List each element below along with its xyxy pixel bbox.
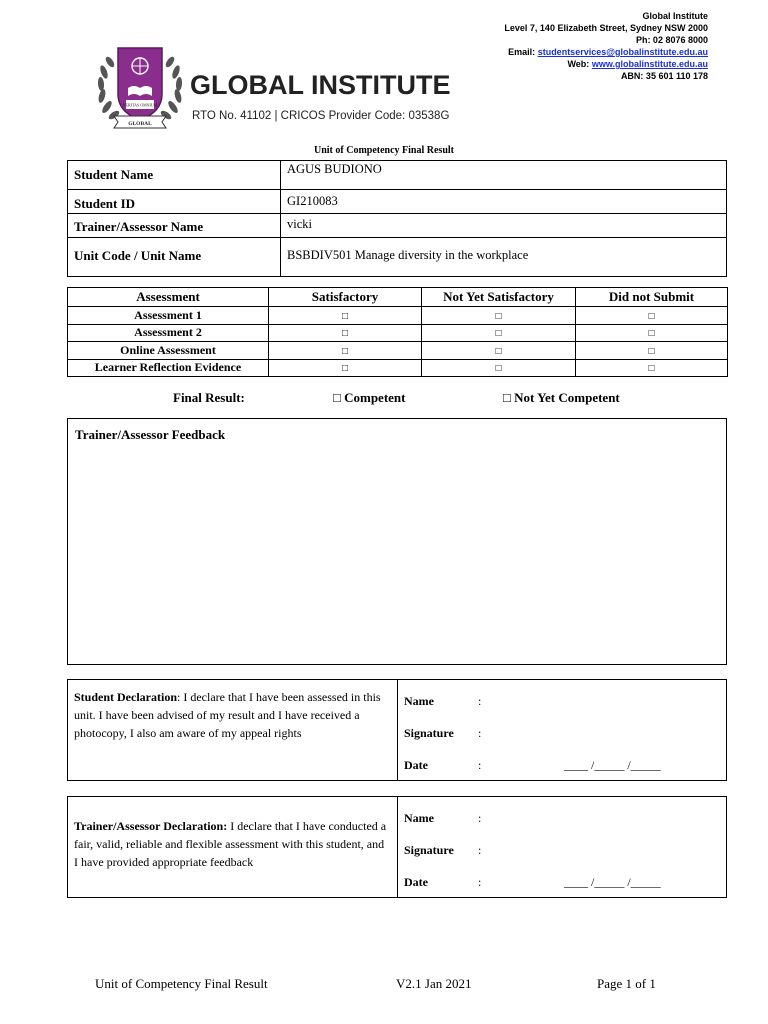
assessment-table [67, 287, 728, 377]
table-row [68, 307, 728, 325]
institute-crest-logo [92, 42, 188, 130]
final-result-label: Final Result: [173, 390, 245, 405]
col-header: Did not Submit [576, 288, 728, 307]
col-header: Satisfactory [269, 288, 422, 307]
assessment-name: Online Assessment [68, 342, 269, 360]
student-info-table [67, 160, 727, 277]
date-label: Date [404, 758, 428, 772]
org-abn: ABN: 35 601 110 178 [620, 71, 708, 81]
feedback-box[interactable] [67, 418, 727, 665]
svg-text:VERITAS OMNIUM: VERITAS OMNIUM [122, 102, 158, 108]
col-header: Assessment [68, 288, 269, 307]
name-field[interactable]: : [478, 694, 482, 708]
info-row [68, 161, 727, 190]
trainer-name-value: vicki [281, 214, 727, 238]
assessment-header-row [68, 288, 728, 307]
assessment-name: Assessment 2 [68, 324, 269, 342]
satisfactory-checkbox[interactable]: □ [269, 324, 422, 342]
feedback-title: Trainer/Assessor Feedback [75, 427, 226, 442]
footer-version: V2.1 Jan 2021 [396, 976, 472, 991]
signature-label: Signature [404, 726, 454, 740]
signature-field[interactable]: : [478, 843, 482, 857]
satisfactory-checkbox[interactable]: □ [269, 307, 422, 325]
rto-line: RTO No. 41102 | CRICOS Provider Code: 03538G [192, 110, 450, 122]
not-yet-satisfactory-checkbox[interactable]: □ [422, 342, 576, 360]
org-phone: Ph: 02 8076 8000 [635, 35, 708, 45]
trainer-declaration-text: Trainer/Assessor Declaration: I declare that I have conducted a fair, valid, reliable and flexible assessment with this student, and I have provided appropriate feedback [74, 819, 387, 869]
info-row [68, 238, 727, 277]
col-header: Not Yet Satisfactory [422, 288, 576, 307]
footer-title: Unit of Competency Final Result [95, 976, 268, 991]
student-declaration-text: Student Declaration: I declare that I have been assessed in this unit. I have been advised of my result and I have received a photocopy, I also am aware of my appeal rights [74, 690, 381, 740]
date-field[interactable]: ____ /_____ /_____ [564, 875, 661, 889]
document-title: Unit of Competency Final Result [314, 145, 454, 156]
signature-label: Signature [404, 843, 454, 857]
info-label: Student Name [68, 161, 281, 190]
date-field[interactable]: ____ /_____ /_____ [564, 758, 661, 772]
did-not-submit-checkbox[interactable]: □ [576, 307, 728, 325]
info-row [68, 214, 727, 238]
signature-field[interactable]: : [478, 726, 482, 740]
name-label: Name [404, 811, 434, 825]
org-address: Level 7, 140 Elizabeth Street, Sydney NSW 2000 [504, 23, 708, 33]
not-yet-competent-option[interactable]: □ Not Yet Competent [503, 390, 620, 405]
student-name-value: AGUS BUDIONO [281, 161, 727, 190]
info-row [68, 190, 727, 214]
date-label: Date [404, 875, 428, 889]
info-label: Trainer/Assessor Name [68, 214, 281, 238]
name-field[interactable]: : [478, 811, 482, 825]
table-row [68, 342, 728, 360]
did-not-submit-checkbox[interactable]: □ [576, 324, 728, 342]
not-yet-satisfactory-checkbox[interactable]: □ [422, 359, 576, 377]
trainer-declaration-title: Trainer/Assessor Declaration: [74, 819, 228, 833]
assessment-name: Assessment 1 [68, 307, 269, 325]
web-link[interactable]: www.globalinstitute.edu.au [591, 59, 708, 69]
info-label: Student ID [68, 190, 281, 214]
competent-option[interactable]: □ Competent [333, 390, 406, 405]
name-label: Name [404, 694, 434, 708]
brand-name: GLOBAL INSTITUTE [190, 70, 451, 100]
not-yet-satisfactory-checkbox[interactable]: □ [422, 307, 576, 325]
table-row [68, 359, 728, 377]
footer-page: Page 1 of 1 [597, 976, 656, 991]
web-label: Web: [567, 59, 590, 69]
did-not-submit-checkbox[interactable]: □ [576, 342, 728, 360]
student-declaration-box: Student Declaration: I declare that I have been assessed in this unit. I have been advised of my result and I have received a photocopy, I also am aware of my appeal rights Name : Signature : Date : ____ /_____ /_____ [67, 679, 727, 781]
org-name: Global Institute [642, 11, 708, 21]
email-label: Email: [508, 47, 536, 57]
assessment-name: Learner Reflection Evidence [68, 359, 269, 377]
student-id-value: GI210083 [281, 190, 727, 214]
email-link[interactable]: studentservices@globalinstitute.edu.au [537, 47, 708, 57]
trainer-declaration-box: Trainer/Assessor Declaration: I declare that I have conducted a fair, valid, reliable and flexible assessment with this student, and I have provided appropriate feedback Name : Signature : Date : ____ /_____ /_____ [67, 796, 727, 898]
info-label: Unit Code / Unit Name [68, 238, 281, 277]
satisfactory-checkbox[interactable]: □ [269, 359, 422, 377]
did-not-submit-checkbox[interactable]: □ [576, 359, 728, 377]
contact-block [504, 10, 708, 82]
satisfactory-checkbox[interactable]: □ [269, 342, 422, 360]
unit-value: BSBDIV501 Manage diversity in the workplace [281, 238, 727, 277]
not-yet-satisfactory-checkbox[interactable]: □ [422, 324, 576, 342]
student-declaration-title: Student Declaration [74, 690, 177, 704]
table-row [68, 324, 728, 342]
svg-text:GLOBAL: GLOBAL [128, 121, 152, 127]
